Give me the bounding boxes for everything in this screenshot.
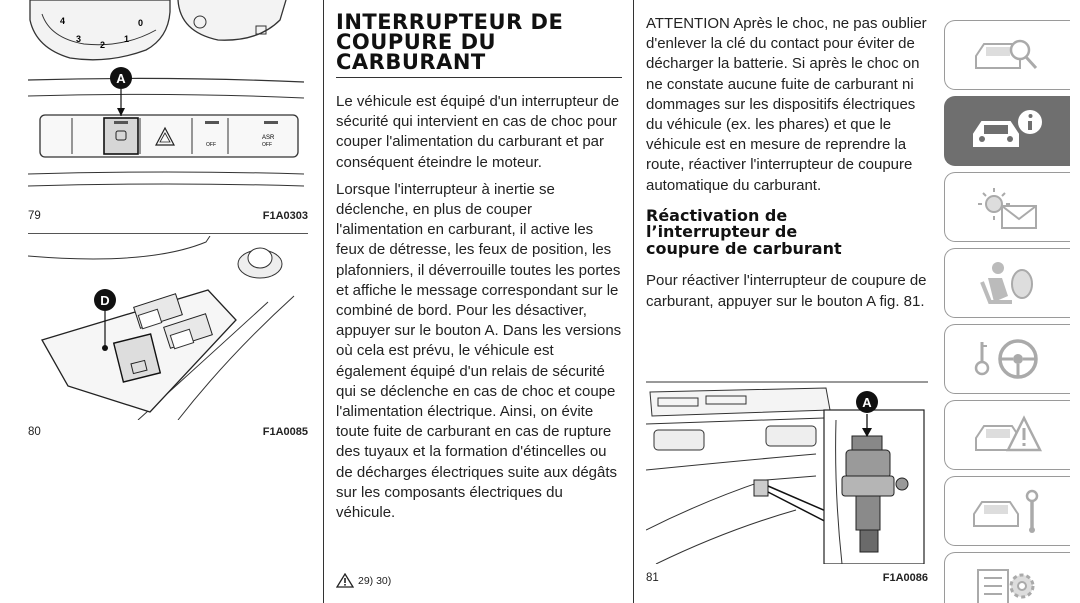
figure-code: F1A0086 [882, 572, 928, 584]
figure-81-caption [646, 572, 928, 584]
car-maintenance-icon [968, 486, 1048, 536]
figure-number: 79 [28, 210, 41, 222]
car-info-icon [968, 106, 1048, 156]
door-window-switch-illustration [28, 236, 308, 420]
fuel-cutoff-switch-illustration [646, 380, 928, 564]
figure-number: 81 [646, 572, 659, 584]
subsection-title-line: coupure de carburant [646, 238, 842, 258]
figure-number: 80 [28, 426, 41, 438]
tab-safety[interactable] [944, 248, 1070, 318]
tab-car-info[interactable] [944, 96, 1070, 166]
switch-off-label: OFF [206, 142, 216, 148]
gear-label-4: 4 [60, 16, 66, 26]
airbag-seat-icon [968, 258, 1048, 308]
figure-divider [28, 233, 308, 234]
section-title-line: INTERRUPTEUR DE [336, 10, 564, 34]
tab-emergency[interactable] [944, 400, 1070, 470]
tab-technical-specs[interactable] [944, 552, 1070, 603]
section-title-line: COUPURE DU [336, 30, 497, 54]
asr-off-label: OFF [262, 142, 272, 148]
reactivation-paragraph: Pour réactiver l'interrupteur de coupure de carburant, appuyer sur le bouton A fig. 81. [646, 272, 927, 310]
figure-80-caption [28, 424, 308, 440]
warning-light-message-icon [968, 182, 1048, 232]
chapter-tabs [944, 20, 1070, 603]
figure-81 [646, 380, 928, 564]
section-title-line: CARBURANT [336, 50, 486, 74]
subsection-title [646, 205, 928, 258]
asr-label: ASR [262, 135, 275, 141]
warning-references [336, 573, 391, 588]
gear-label-0: 0 [138, 18, 144, 28]
body-paragraph: Le véhicule est équipé d'un interrupteur de sécurité qui intervient en cas de choc pour couper l'alimentation du carburant et par conséquent éteindre le moteur. [336, 93, 620, 171]
car-breakdown-icon [968, 410, 1048, 460]
gear-label-3: 3 [76, 34, 82, 44]
callout-a-label: A [862, 395, 872, 410]
right-column [646, 14, 928, 319]
section-title [336, 12, 622, 72]
figure-code: F1A0303 [262, 210, 308, 222]
tab-maintenance[interactable] [944, 476, 1070, 546]
title-underline [336, 77, 622, 78]
callout-d-label: D [100, 293, 110, 308]
warning-triangle-icon [336, 573, 354, 588]
tab-car-search[interactable] [944, 20, 1070, 90]
gear-label-1: 1 [124, 34, 130, 44]
attention-paragraph: ATTENTION Après le choc, ne pas oublier d'enlever la clé du contact pour éviter de décharger la batterie. Si après le choc on ne constate aucune fuite de carburant ni dommages sur les dispositifs électriques du véhicule (ex. les phares) et que le véhicule est en mesure de reprendre la route, réactiver l'interrupteur de coupure automatique du carburant. [646, 15, 927, 194]
specs-gear-icon [968, 562, 1048, 603]
column-divider [323, 0, 324, 603]
middle-column [336, 12, 622, 530]
figure-79 [28, 0, 308, 202]
column-divider [633, 0, 634, 603]
key-steering-wheel-icon [968, 334, 1048, 384]
tab-starting-driving[interactable] [944, 324, 1070, 394]
figure-80 [28, 236, 308, 420]
warning-refs-text: 29) 30) [358, 574, 392, 587]
callout-a-label: A [116, 71, 126, 86]
dashboard-switch-panel-illustration [28, 0, 308, 202]
gear-label-2: 2 [100, 40, 106, 50]
body-paragraph: Lorsque l'interrupteur à inertie se déclenche, en plus de couper l'alimentation en carburant, il active les feux de détresse, les feux de position, les plafonniers, il déverrouille toutes les portes et affiche le message correspondant sur le combiné de bord. Pour les désactiver, appuyer sur le bouton A. Dans les versions où cela est prévu, le véhicule est également équipé d'un relais de sécurité qui se déclenche en cas de choc et coupe l'alimentation électrique. Ainsi, on évite toute fuite de carburant en cas de rupture des tuyaux et la formation d'étincelles ou de décharges électriques suite aux dégâts sur les composants électriques du véhicule. [336, 180, 622, 522]
figure-79-caption [28, 208, 308, 224]
tab-warning-lights[interactable] [944, 172, 1070, 242]
subsection-title-line: Réactivation de [646, 205, 788, 225]
figure-code: F1A0085 [262, 426, 308, 438]
car-search-icon [968, 30, 1048, 80]
subsection-title-line: l’interrupteur de [646, 222, 798, 242]
